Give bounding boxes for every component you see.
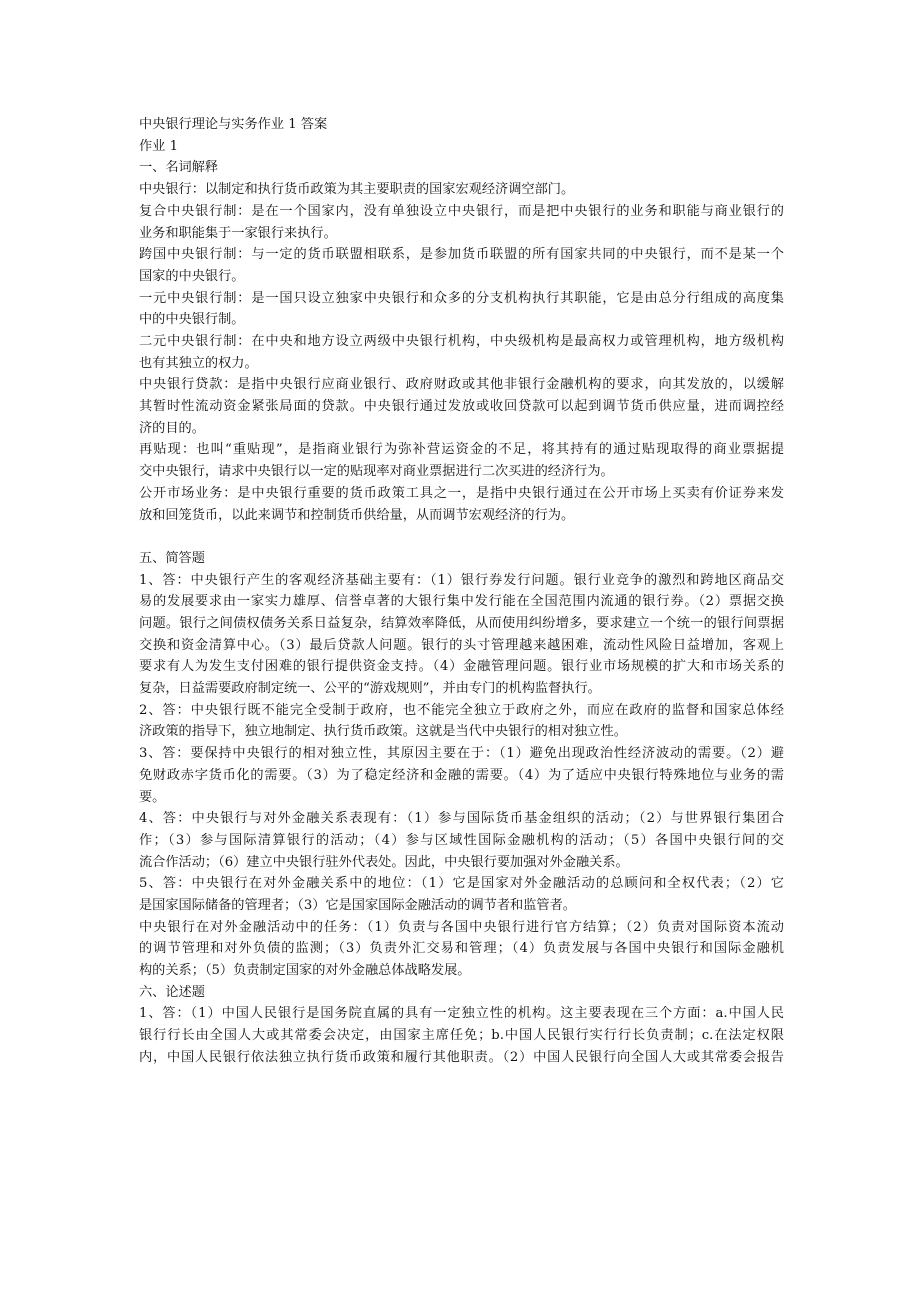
text-line: 要。 [139, 789, 166, 805]
text-line: 复杂，日益需要政府制定统一、公平的“游戏规则”，并由专门的机构监督执行。 [139, 681, 601, 697]
text-line: 也有其独立的权力。 [139, 355, 258, 371]
text-line: 一、名词解释 [139, 160, 219, 176]
text-line: 问题。银行之间债权债务关系日益复杂，结算效率降低，从而使用纠纷增多，要求建立一个统一的银行间票据 [139, 616, 784, 631]
text-line: 一元中央银行制：是一国只设立独家中央银行和众多的分支机构执行其职能，它是由总分行组成的高度集 [139, 290, 784, 306]
text-line: 构的关系；（5）负责制定国家的对外金融总体战略发展。 [139, 963, 471, 979]
text-line: 中央银行在对外金融活动中的任务：（1）负责与各国中央银行进行官方结算；（2）负责对国际资本流动 [139, 919, 784, 935]
text-line: 二元中央银行制：在中央和地方设立两级中央银行机构，中央级机构是最高权力或管理机构，地方级机构 [139, 333, 784, 349]
text-line: 1、答：中央银行产生的客观经济基础主要有：（1）银行券发行问题。银行业竞争的激烈和跨地区商品交 [139, 572, 784, 588]
text-line: 跨国中央银行制：与一定的货币联盟相联系，是参加货币联盟的所有国家共同的中央银行，而不是某一个 [139, 247, 784, 263]
text-line: 中央银行贷款：是指中央银行应商业银行、政府财政或其他非银行金融机构的要求，向其发放的，以缓解 [139, 377, 784, 393]
text-line: 国家的中央银行。 [139, 268, 245, 284]
text-line: 公开市场业务：是中央银行重要的货币政策工具之一，是指中央银行通过在公开市场上买卖有价证券来发 [139, 485, 784, 501]
text-line: 再贴现：也叫“重贴现”，是指商业银行为弥补营运资金的不足，将其持有的通过贴现取得的商业票据提 [139, 442, 784, 458]
text-line: 易的发展要求由一家实力雄厚、信誉卓著的大银行集中发行能在全国范围内流通的银行券。（2）票据交换 [139, 594, 784, 610]
text-line: 放和回笼货币，以此来调节和控制货币供给量，从而调节宏观经济的行为。 [139, 507, 575, 523]
text-line: 业务和职能集于一家银行来执行。 [139, 225, 337, 241]
document-body [139, 157, 784, 1068]
text-line: 是国家国际储备的管理者；（3）它是国家国际金融活动的调节者和监管者。 [139, 898, 576, 913]
document-page [139, 114, 784, 1069]
document-subtitle: 作业 1 [139, 138, 178, 154]
blank-line [139, 526, 784, 548]
text-line: 银行行长由全国人大或其常委会决定，由国家主席任免；b.中国人民银行实行行长负责制；c.在法定权限 [139, 1028, 784, 1044]
text-line: 3、答：要保持中央银行的相对独立性，其原因主要在于：（1）避免出现政治性经济波动的需要。（2）避 [139, 746, 784, 762]
text-line: 2、答：中央银行既不能完全受制于政府，也不能完全独立于政府之外，而应在政府的监督和国家总体经 [139, 702, 784, 718]
text-line: 复合中央银行制：是在一个国家内，没有单独设立中央银行，而是把中央银行的业务和职能与商业银行的 [139, 203, 784, 219]
text-line: 中的中央银行制。 [139, 312, 245, 328]
text-line: 交中央银行，请求中央银行以一定的贴现率对商业票据进行二次买进的经济行为。 [139, 464, 614, 480]
text-line: 交换和资金清算中心。（3）最后贷款人问题。银行的头寸管理越来越困难，流动性风险日益增加，客观上 [139, 637, 784, 653]
text-line: 六、论述题 [139, 984, 205, 1000]
text-line: 5、答：中央银行在对外金融关系中的地位：（1）它是国家对外金融活动的总顾问和全权代表；（2）它 [139, 876, 784, 892]
document-title: 中央银行理论与实务作业 1 答案 [139, 117, 328, 132]
text-line: 内，中国人民银行依法独立执行货币政策和履行其他职责。（2）中国人民银行向全国人大或其常委会报告 [139, 1049, 784, 1065]
text-line: 五、简答题 [139, 550, 205, 566]
text-line: 的调节管理和对外负债的监测；（3）负责外汇交易和管理；（4）负责发展与各国中央银行和国际金融机 [139, 941, 784, 957]
text-line: 免财政赤字货币化的需要。（3）为了稳定经济和金融的需要。（4）为了适应中央银行特殊地位与业务的需 [139, 767, 784, 783]
text-line: 流合作活动；（6）建立中央银行驻外代表处。因此，中央银行要加强对外金融关系。 [139, 854, 629, 870]
text-line: 其暂时性流动资金紧张局面的贷款。中央银行通过发放或收回贷款可以起到调节货币供应量，进而调控经 [139, 399, 784, 415]
text-line: 要求有人为发生支付困难的银行提供资金支持。（4）金融管理问题。银行业市场规模的扩大和市场关系的 [139, 659, 784, 675]
text-line: 中央银行：以制定和执行货币政策为其主要职责的国家宏观经济调空部门。 [139, 182, 575, 198]
text-line: 济政策的指导下，独立地制定、执行货币政策。这就是当代中央银行的相对独立性。 [139, 724, 627, 740]
text-line: 4、答：中央银行与对外金融关系表现有：（1）参与国际货币基金组织的活动；（2）与世界银行集团合 [139, 811, 784, 827]
text-line: 1、答：（1）中国人民银行是国务院直属的具有一定独立性的机构。这主要表现在三个方面：a.中国人民 [139, 1006, 784, 1022]
text-line: 济的目的。 [139, 420, 205, 436]
text-line: 作；（3）参与国际清算银行的活动；（4）参与区域性国际金融机构的活动；（5）各国中央银行间的交 [139, 832, 784, 848]
